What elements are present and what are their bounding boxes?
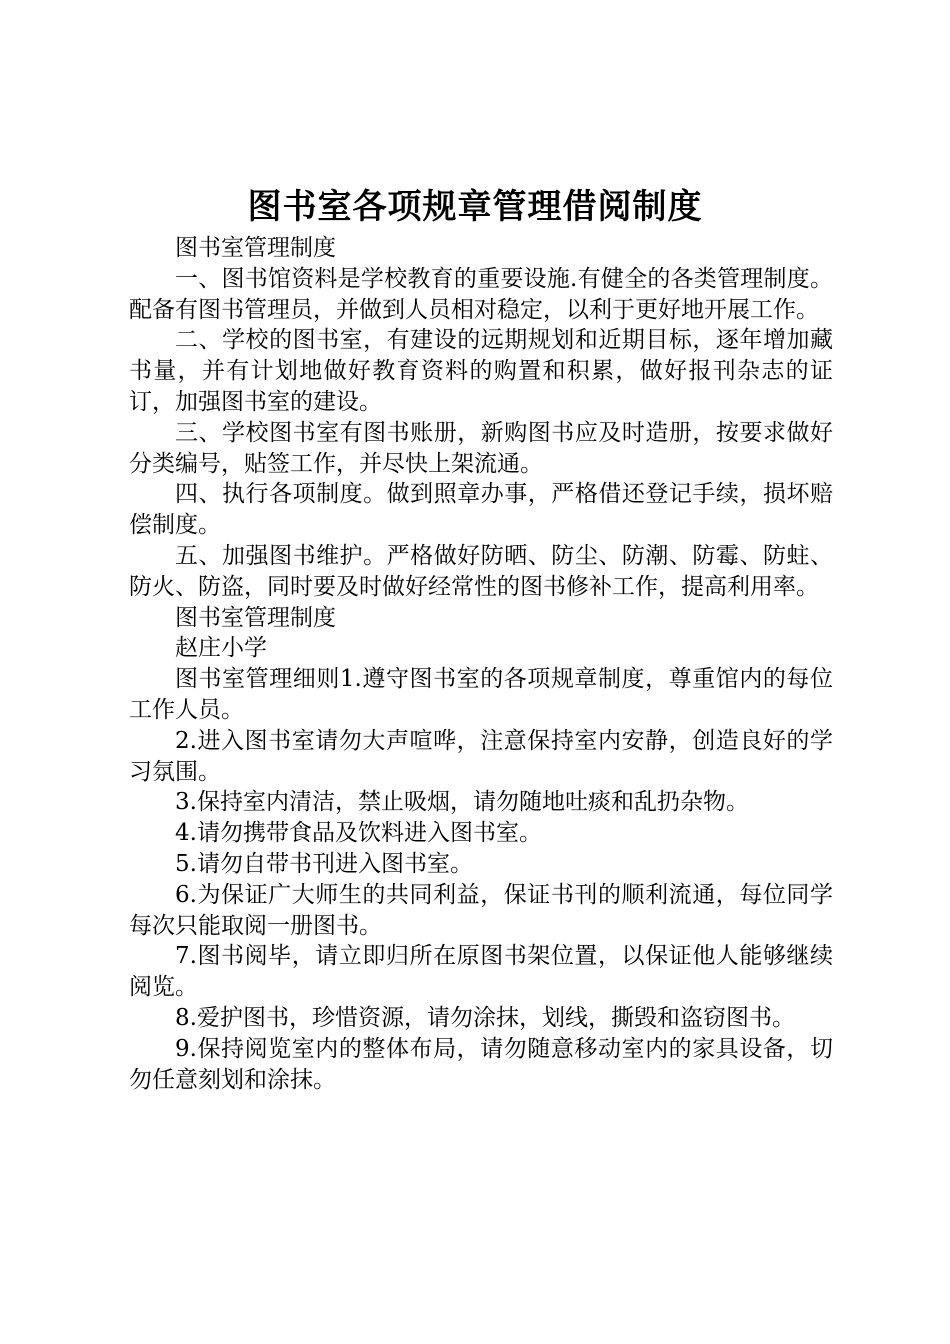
document-body — [129, 233, 833, 1095]
paragraph: 二、学校的图书室，有建设的远期规划和近期目标，逐年增加藏书量，并有计划地做好教育资料的购置和积累，做好报刊杂志的证订，加强图书室的建设。 — [129, 327, 833, 415]
paragraph: 图书室管理制度 — [175, 235, 336, 261]
paragraph: 一、图书馆资料是学校教育的重要设施.有健全的各类管理制度。配备有图书管理员，并做到人员相对稳定，以利于更好地开展工作。 — [129, 265, 833, 323]
paragraph: 图书室管理细则1.遵守图书室的各项规章制度，尊重馆内的每位工作人员。 — [129, 666, 833, 723]
paragraph: 6.为保证广大师生的共同利益，保证书刊的顺利流通，每位同学每次只能取阅一册图书。 — [129, 881, 833, 939]
document-title: 图书室各项规章管理借阅制度 — [247, 187, 703, 227]
paragraph: 图书室管理制度 — [175, 604, 336, 631]
paragraph: 5.请勿自带书刊进入图书室。 — [175, 850, 473, 877]
paragraph: 9.保持阅览室内的整体布局，请勿随意移动室内的家具设备，切勿任意刻划和涂抹。 — [129, 1035, 833, 1093]
paragraph: 3.保持室内清洁，禁止吸烟，请勿随地吐痰和乱扔杂物。 — [175, 789, 749, 816]
paragraph: 2.进入图书室请勿大声喧哗，注意保持室内安静，创造良好的学习氛围。 — [129, 727, 833, 785]
paragraph: 赵庄小学 — [175, 635, 267, 662]
paragraph: 三、学校图书室有图书账册，新购图书应及时造册，按要求做好分类编号，贴签工作，并尽快上架流通。 — [129, 419, 833, 477]
paragraph: 7.图书阅毕，请立即归所在原图书架位置，以保证他人能够继续阅览。 — [129, 943, 833, 1001]
paragraph: 4.请勿携带食品及饮料进入图书室。 — [175, 820, 542, 847]
paragraph: 8.爱护图书，珍惜资源，请勿涂抹，划线，撕毁和盗窃图书。 — [175, 1004, 795, 1031]
paragraph: 四、执行各项制度。做到照章办事，严格借还登记手续，损坏赔偿制度。 — [129, 481, 833, 539]
paragraph: 五、加强图书维护。严格做好防晒、防尘、防潮、防霉、防蛀、防火、防盗，同时要及时做好经常性的图书修补工作，提高利用率。 — [129, 542, 833, 600]
